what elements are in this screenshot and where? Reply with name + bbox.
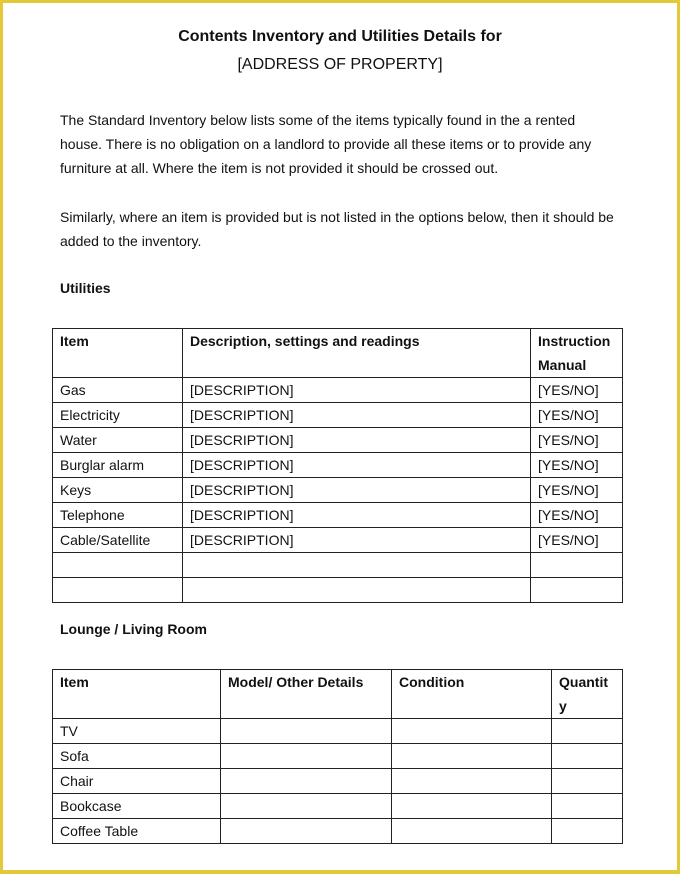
table-cell (531, 553, 623, 578)
table-cell: [DESCRIPTION] (183, 528, 531, 553)
table-row (53, 819, 623, 844)
table-row (53, 794, 623, 819)
table-cell (531, 578, 623, 603)
table-header-row (53, 670, 623, 719)
table-cell (392, 769, 552, 794)
table-cell (552, 819, 623, 844)
table-cell (221, 794, 392, 819)
table-cell: [YES/NO] (531, 378, 623, 403)
utilities-table (52, 328, 623, 603)
table-cell: Bookcase (53, 794, 221, 819)
column-header-item: Item (53, 329, 183, 378)
lounge-heading: Lounge / Living Room (60, 621, 207, 637)
column-header-description: Description, settings and readings (183, 329, 531, 378)
table-cell: Telephone (53, 503, 183, 528)
table-cell (552, 719, 623, 744)
table-cell: [YES/NO] (531, 428, 623, 453)
table-cell: TV (53, 719, 221, 744)
table-cell (552, 744, 623, 769)
table-row (53, 503, 623, 528)
table-cell: Sofa (53, 744, 221, 769)
utilities-table-body (53, 378, 623, 603)
table-row (53, 378, 623, 403)
table-cell (392, 744, 552, 769)
table-cell (53, 578, 183, 603)
table-row (53, 453, 623, 478)
table-cell: [DESCRIPTION] (183, 478, 531, 503)
table-cell (221, 769, 392, 794)
table-row (53, 744, 623, 769)
table-cell: [DESCRIPTION] (183, 503, 531, 528)
table-row (53, 578, 623, 603)
table-row (53, 719, 623, 744)
table-cell (392, 794, 552, 819)
table-row (53, 769, 623, 794)
table-cell (552, 794, 623, 819)
intro-paragraph: The Standard Inventory below lists some of the items typically found in the a rented house. There is no obligation on a landlord to provide all these items or to provide any furniture at all. Where the item is not provided it should be crossed out. (60, 112, 592, 176)
table-row (53, 403, 623, 428)
document-subtitle: [ADDRESS OF PROPERTY] (237, 56, 443, 73)
table-header-row (53, 329, 623, 378)
table-cell: [DESCRIPTION] (183, 378, 531, 403)
table-cell: [YES/NO] (531, 453, 623, 478)
table-cell: [YES/NO] (531, 503, 623, 528)
table-row (53, 428, 623, 453)
table-cell: [YES/NO] (531, 528, 623, 553)
column-header-item: Item (53, 670, 221, 719)
table-cell: Water (53, 428, 183, 453)
table-cell (392, 819, 552, 844)
table-cell: Keys (53, 478, 183, 503)
table-cell: [DESCRIPTION] (183, 453, 531, 478)
table-cell: [DESCRIPTION] (183, 428, 531, 453)
table-cell (53, 553, 183, 578)
table-cell: Coffee Table (53, 819, 221, 844)
table-cell (221, 719, 392, 744)
table-cell: Burglar alarm (53, 453, 183, 478)
column-header-quantity: Quantity (552, 670, 623, 719)
column-header-instruction-manual: Instruction Manual (531, 329, 623, 378)
table-cell (552, 769, 623, 794)
table-row (53, 478, 623, 503)
table-row (53, 553, 623, 578)
additional-items-paragraph: Similarly, where an item is provided but is not listed in the options below, then it should be added to the inventory. (60, 209, 614, 249)
table-cell: [DESCRIPTION] (183, 403, 531, 428)
column-header-model-details: Model/ Other Details (221, 670, 392, 719)
table-row (53, 528, 623, 553)
table-cell (221, 744, 392, 769)
table-cell (183, 553, 531, 578)
lounge-table (52, 669, 623, 844)
table-cell (392, 719, 552, 744)
table-cell: Gas (53, 378, 183, 403)
lounge-table-body (53, 719, 623, 844)
column-header-condition: Condition (392, 670, 552, 719)
table-cell: [YES/NO] (531, 403, 623, 428)
document-title: Contents Inventory and Utilities Details for (178, 28, 502, 45)
table-cell (221, 819, 392, 844)
table-cell: Chair (53, 769, 221, 794)
table-cell: Cable/Satellite (53, 528, 183, 553)
table-cell: [YES/NO] (531, 478, 623, 503)
utilities-heading: Utilities (60, 280, 111, 296)
table-cell (183, 578, 531, 603)
table-cell: Electricity (53, 403, 183, 428)
